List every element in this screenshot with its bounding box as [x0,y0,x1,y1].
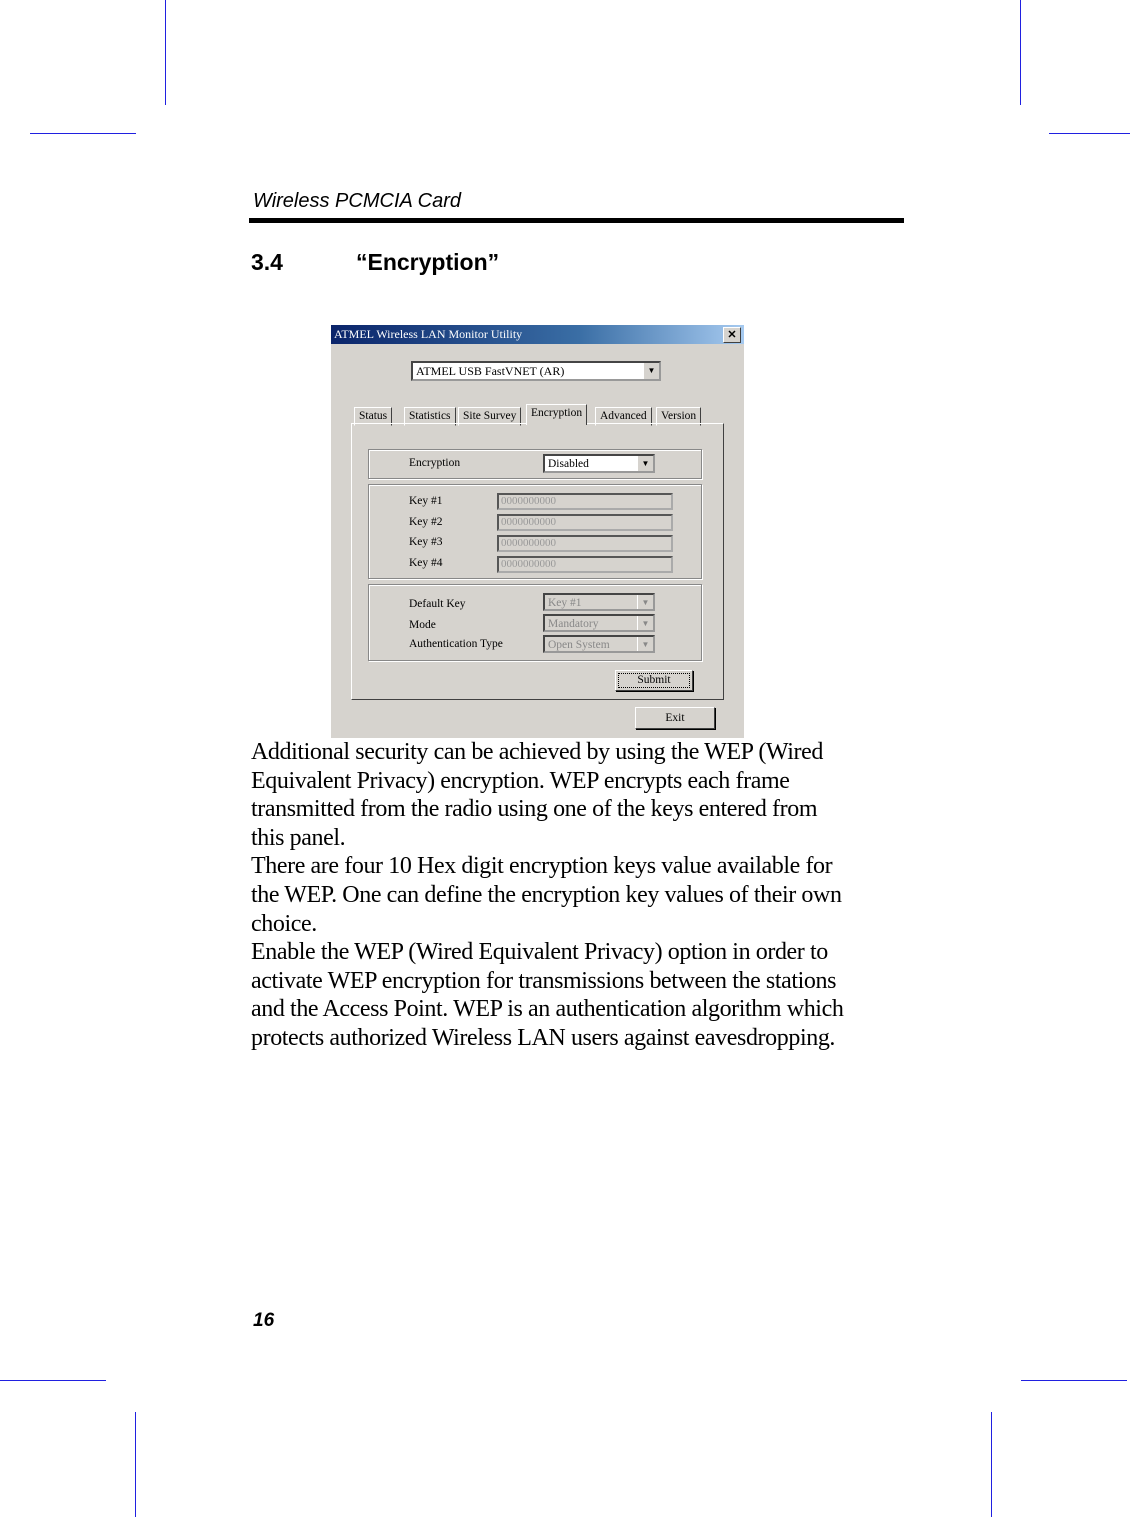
default-key-label: Default Key [409,598,466,610]
submit-button[interactable]: Submit [615,670,693,691]
body-line: There are four 10 Hex digit encryption keys value available for [251,853,833,880]
body-line: activate WEP encryption for transmissions between the stations [251,967,837,994]
title-bar [331,325,744,344]
chevron-down-icon[interactable]: ▼ [637,456,653,471]
crop-mark [135,1412,136,1517]
mode-select[interactable] [543,614,655,632]
mode-value: Mandatory [548,618,599,630]
crop-mark [991,1412,992,1517]
tab-label: Site Survey [463,410,517,422]
encryption-select[interactable] [543,454,655,473]
exit-button[interactable]: Exit [635,707,715,729]
default-key-value: Key #1 [548,597,582,609]
auth-type-select[interactable] [543,635,655,653]
body-line: protects authorized Wireless LAN users against eavesdropping. [251,1024,836,1051]
body-line: the WEP. One can define the encryption key values of their own [251,881,842,908]
tab-label: Encryption [531,407,583,419]
body-line: this panel. [251,824,346,851]
body-line: Equivalent Privacy) encryption. WEP encrypts each frame [251,767,790,794]
page-number: 16 [253,1310,275,1331]
section-number: 3.4 [251,249,283,275]
key-1-input[interactable]: 0000000000 [497,493,673,510]
body-line: Enable the WEP (Wired Equivalent Privacy) option in order to [251,939,828,966]
encryption-label: Encryption [409,457,461,469]
mode-label: Mode [409,619,436,631]
tab-label: Statistics [409,410,451,422]
chevron-down-icon[interactable]: ▼ [637,595,653,609]
keys-group [368,484,702,579]
crop-mark [1021,1380,1127,1381]
tab-encryption[interactable] [526,404,587,425]
body-line: choice. [251,910,317,937]
auth-type-label: Authentication Type [409,638,503,650]
monitor-utility-dialog [331,325,744,738]
device-value: ATMEL USB FastVNET (AR) [416,364,565,378]
body-text [251,738,843,1053]
tab-label: Version [661,410,697,422]
tab-label: Advanced [600,410,647,422]
encryption-value: Disabled [548,458,589,470]
key-label: Key #2 [409,516,443,528]
encryption-group [368,449,702,479]
crop-mark [165,0,166,105]
auth-type-value: Open System [548,639,610,651]
encryption-panel [351,423,724,700]
running-title: Wireless PCMCIA Card [253,190,461,212]
window-title: ATMEL Wireless LAN Monitor Utility [334,327,523,341]
key-label: Key #3 [409,536,443,548]
chevron-down-icon[interactable]: ▼ [637,637,653,651]
close-icon[interactable]: ✕ [723,327,741,343]
default-key-select[interactable] [543,593,655,611]
chevron-down-icon[interactable]: ▼ [637,616,653,630]
key-2-input[interactable]: 0000000000 [497,514,673,531]
crop-mark [1020,0,1021,105]
device-select[interactable] [411,361,661,381]
body-line: and the Access Point. WEP is an authentication algorithm which [251,996,844,1023]
key-3-input[interactable]: 0000000000 [497,535,673,552]
tab-label: Status [359,410,388,422]
options-group [368,584,702,661]
body-line: transmitted from the radio using one of the keys entered from [251,796,818,823]
crop-mark [1049,133,1130,134]
chevron-down-icon[interactable]: ▼ [643,363,659,379]
section-title: “Encryption” [356,249,500,275]
body-line: Additional security can be achieved by using the WEP (Wired [251,739,823,765]
crop-mark [0,1380,106,1381]
key-label: Key #1 [409,495,443,507]
key-label: Key #4 [409,557,443,569]
crop-mark [30,133,136,134]
key-4-input[interactable]: 0000000000 [497,556,673,573]
header-rule [249,218,904,223]
